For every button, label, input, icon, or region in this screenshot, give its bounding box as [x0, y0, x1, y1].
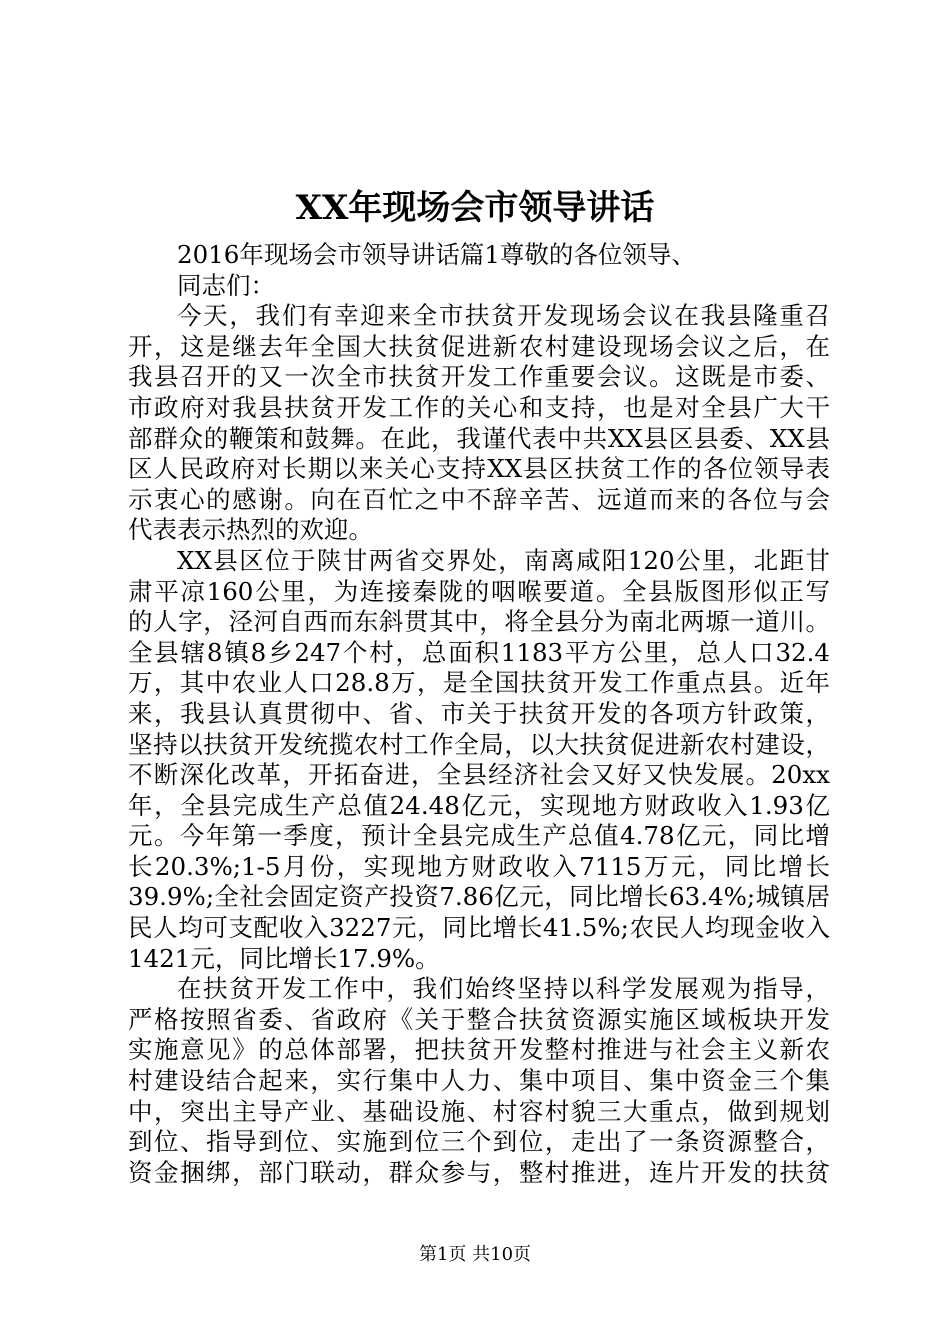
text-line: 实施意见》的总体部署，把扶贫开发整村推进与社会主义新农: [128, 1035, 830, 1065]
text-line: 年，全县完成生产总值24.48亿元，实现地方财政收入1.93亿: [128, 790, 830, 820]
text-line: 开，这是继去年全国大扶贫促进新农村建设现场会议之后，在: [128, 331, 830, 361]
text-line: 代表表示热烈的欢迎。: [128, 515, 373, 545]
page-footer: 第1页 共10页: [418, 1244, 532, 1265]
text-line: 到位、指导到位、实施到位三个到位，走出了一条资源整合，: [128, 1127, 830, 1157]
text-line: XX县区位于陕甘两省交界处，南离咸阳120公里，北距甘: [177, 545, 830, 575]
text-line: 民人均可支配收入3227元，同比增长41.5%;农民人均现金收入: [128, 913, 830, 943]
text-line: 中，突出主导产业、基础设施、村容村貌三大重点，做到规划: [128, 1096, 830, 1126]
text-line: 39.9%;全社会固定资产投资7.86亿元，同比增长63.4%;城镇居: [128, 882, 830, 912]
text-line: 长20.3%;1-5月份，实现地方财政收入7115万元，同比增长: [128, 851, 830, 881]
text-line: 在扶贫开发工作中，我们始终坚持以科学发展观为指导，: [177, 974, 830, 1004]
text-line: 全县辖8镇8乡247个村，总面积1183平方公里，总人口32.4: [128, 637, 830, 667]
document-body: [128, 240, 830, 1188]
text-line: 来，我县认真贯彻中、省、市关于扶贫开发的各项方针政策，: [128, 698, 830, 728]
text-line: 同志们：: [177, 270, 275, 300]
text-line: 坚持以扶贫开发统揽农村工作全局，以大扶贫促进新农村建设，: [128, 729, 830, 759]
text-line: 严格按照省委、省政府《关于整合扶贫资源实施区域板块开发: [128, 1004, 830, 1034]
text-line: 元。今年第一季度，预计全县完成生产总值4.78亿元，同比增: [128, 821, 830, 851]
text-line: 1421元，同比增长17.9%。: [128, 943, 440, 973]
text-line: 区人民政府对长期以来关心支持XX县区扶贫工作的各位领导表: [128, 454, 830, 484]
text-line: 今天，我们有幸迎来全市扶贫开发现场会议在我县隆重召: [177, 301, 830, 331]
text-line: 万，其中农业人口28.8万，是全国扶贫开发工作重点县。近年: [128, 668, 830, 698]
text-line: 我县召开的又一次全市扶贫开发工作重要会议。这既是市委、: [128, 362, 830, 392]
text-line: 村建设结合起来，实行集中人力、集中项目、集中资金三个集: [128, 1066, 830, 1096]
text-line: 示衷心的感谢。向在百忙之中不辞辛苦、远道而来的各位与会: [128, 484, 830, 514]
document-title: XX年现场会市领导讲话: [295, 188, 655, 228]
text-line: 肃平凉160公里，为连接秦陇的咽喉要道。全县版图形似正写: [128, 576, 830, 606]
text-line: 2016年现场会市领导讲话篇1尊敬的各位领导、: [177, 240, 696, 269]
text-line: 市政府对我县扶贫开发工作的关心和支持，也是对全县广大干: [128, 392, 830, 422]
text-line: 不断深化改革，开拓奋进，全县经济社会又好又快发展。20xx: [128, 760, 830, 790]
text-line: 的人字，泾河自西而东斜贯其中，将全县分为南北两塬一道川。: [128, 607, 830, 637]
text-line: 资金捆绑，部门联动，群众参与，整村推进，连片开发的扶贫: [128, 1157, 830, 1187]
text-line: 部群众的鞭策和鼓舞。在此，我谨代表中共XX县区县委、XX县: [128, 423, 830, 453]
